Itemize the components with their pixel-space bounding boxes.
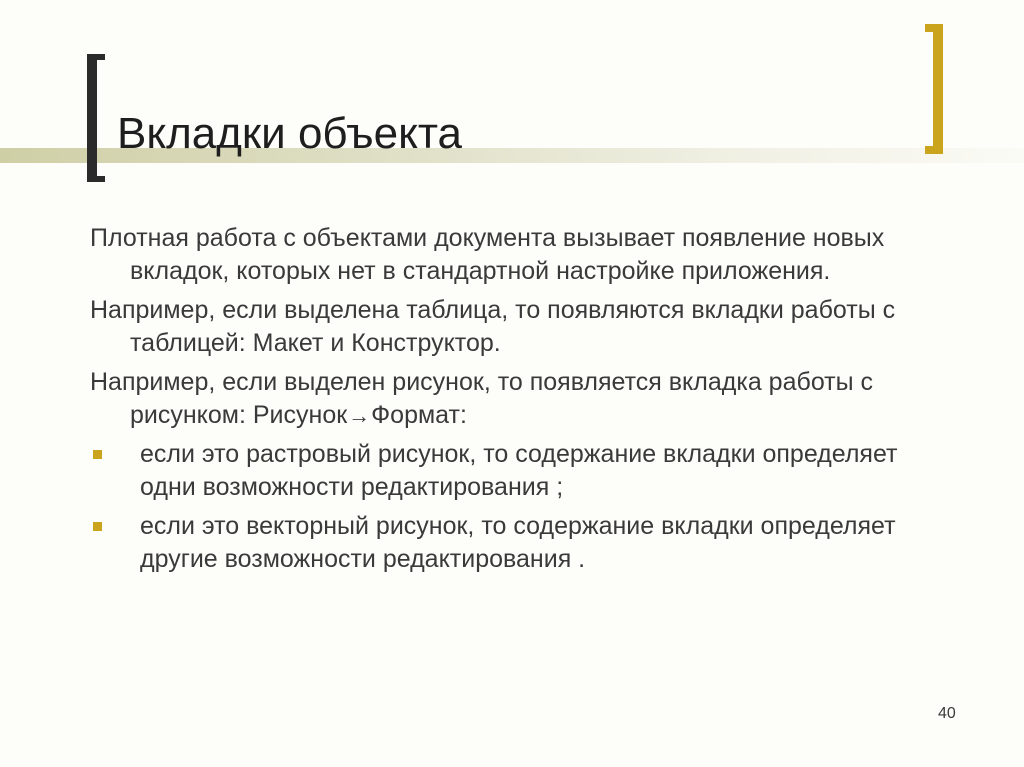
page-number: 40 xyxy=(938,705,956,722)
arrow-icon: → xyxy=(348,403,371,428)
paragraph-text: Например, если выделен рисунок, то появляется вкладка работы с рисунком: Рисунок xyxy=(90,368,874,429)
slide-body xyxy=(90,222,930,582)
bullet-item xyxy=(90,510,930,576)
right-bracket-decoration xyxy=(925,24,943,154)
left-bracket-decoration xyxy=(87,54,105,182)
square-bullet-icon xyxy=(93,522,102,531)
paragraph-text: Формат: xyxy=(371,401,467,429)
slide-title: Вкладки объекта xyxy=(117,109,463,158)
paragraph: Например, если выделена таблица, то появляются вкладки работы с таблицей: Макет и Конструктор. xyxy=(90,296,896,357)
paragraph: Плотная работа с объектами документа вызывает появление новых вкладок, которых нет в стандартной настройке приложения. xyxy=(90,224,885,285)
square-bullet-icon xyxy=(93,450,102,459)
paragraph xyxy=(90,366,930,432)
bullet-text: если это векторный рисунок, то содержание вкладки определяет другие возможности редактирования . xyxy=(140,512,896,573)
bullet-item xyxy=(90,438,930,504)
bullet-text: если это растровый рисунок, то содержание вкладки определяет одни возможности редактирования ; xyxy=(140,440,898,501)
